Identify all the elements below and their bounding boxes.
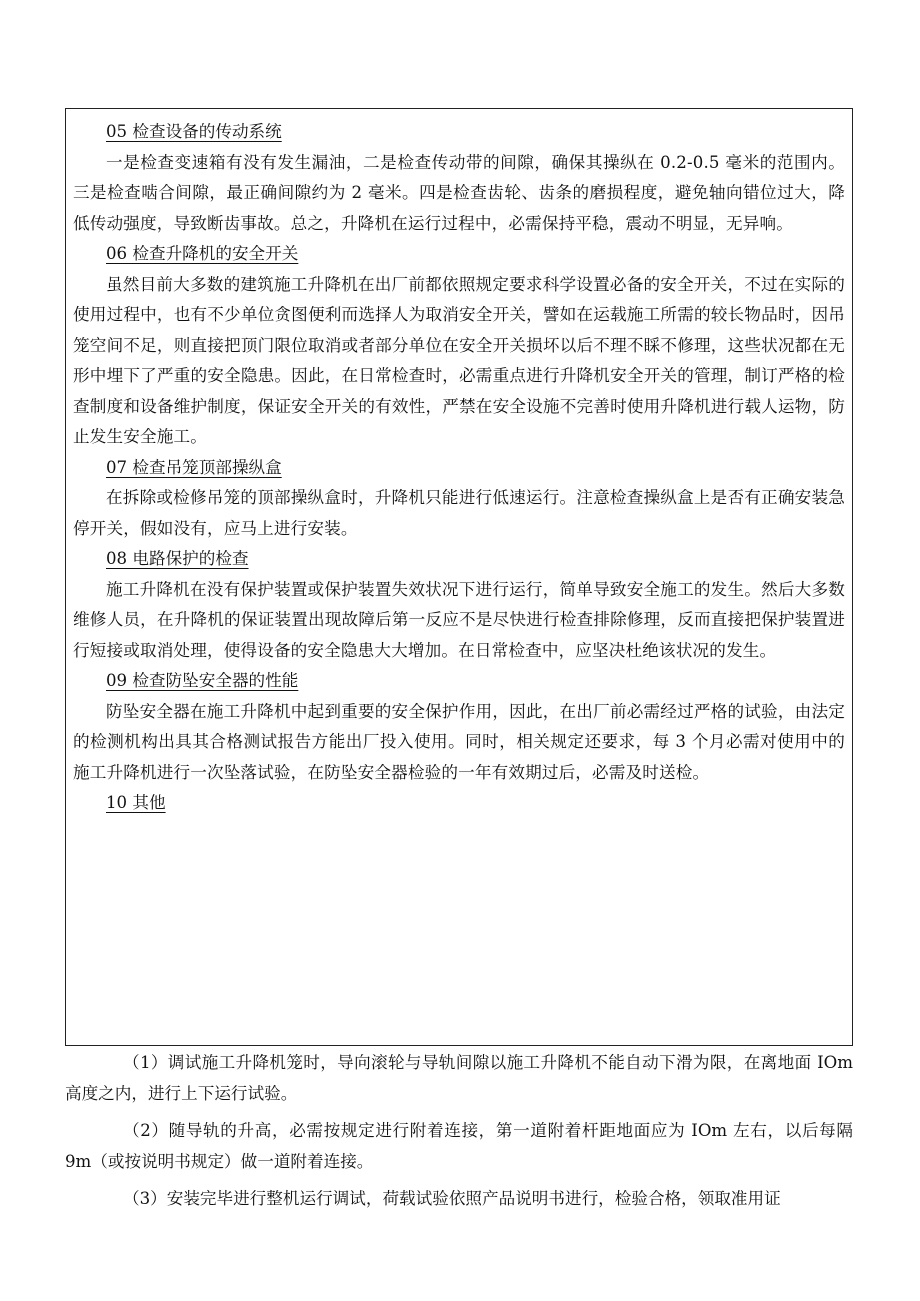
section-heading: 09 检查防坠安全器的性能	[106, 671, 299, 690]
numbered-list	[65, 1048, 853, 1215]
section-paragraph: 在拆除或检修吊笼的顶部操纵盒时，升降机只能进行低速运行。注意检查操纵盒上是否有正确安装急停开关，假如没有，应马上进行安装。	[73, 488, 845, 538]
section-heading: 06 检查升降机的安全开关	[106, 244, 299, 263]
section-05	[73, 117, 845, 239]
list-item: （3）安装完毕进行整机运行调试，荷载试验依照产品说明书进行，检验合格，领取准用证	[123, 1189, 781, 1208]
list-item: （1）调试施工升降机笼时，导向滚轮与导轨间隙以施工升降机不能自动下滑为限，在离地面 IOm 高度之内，进行上下运行试验。	[65, 1053, 853, 1103]
section-heading: 10 其他	[106, 793, 166, 812]
list-item: （2）随导轨的升高，必需按规定进行附着连接，第一道附着杆距地面应为 IOm 左右，以后每隔 9m（或按说明书规定）做一道附着连接。	[65, 1121, 853, 1171]
section-07	[73, 453, 845, 545]
section-heading: 05 检查设备的传动系统	[106, 122, 282, 141]
section-10	[73, 788, 845, 819]
section-06	[73, 239, 845, 453]
section-heading: 08 电路保护的检查	[106, 549, 249, 568]
section-09	[73, 666, 845, 788]
section-08	[73, 544, 845, 666]
table-cell-content	[65, 117, 853, 819]
section-paragraph: 虽然目前大多数的建筑施工升降机在出厂前都依照规定要求科学设置必备的安全开关，不过在实际的使用过程中，也有不少单位贪图便利而选择人为取消安全开关，譬如在运载施工所需的较长物品时，因吊笼空间不足，则直接把顶门限位取消或者部分单位在安全开关损坏以后不理不睬不修理，这些状况都在无形中埋下了严重的安全隐患。因此，在日常检查时，必需重点进行升降机安全开关的管理，制订严格的检查制度和设备维护制度，保证安全开关的有效性，严禁在安全设施不完善时使用升降机进行载人运物，防止发生安全施工。	[73, 274, 845, 446]
section-paragraph: 防坠安全器在施工升降机中起到重要的安全保护作用，因此，在出厂前必需经过严格的试验，由法定的检测机构出具其合格测试报告方能出厂投入使用。同时，相关规定还要求，每 3 个月必需对使用中的施工升降机进行一次坠落试验，在防坠安全器检验的一年有效期过后，必需及时送检。	[73, 701, 845, 782]
section-heading: 07 检查吊笼顶部操纵盒	[106, 457, 282, 477]
section-paragraph: 一是检查变速箱有没有发生漏油，二是检查传动带的间隙，确保其操纵在 0.2-0.5 毫米的范围内。三是检查啮合间隙，最正确间隙约为 2 毫米。四是检查齿轮、齿条的磨损程度，避免轴向错位过大，降低传动强度，导致断齿事故。总之，升降机在运行过程中，必需保持平稳，震动不明显，无异响。	[73, 152, 845, 233]
section-paragraph: 施工升降机在没有保护装置或保护装置失效状况下进行运行，简单导致安全施工的发生。然后大多数维修人员，在升降机的保证装置出现故障后第一反应不是尽快进行检查排除修理，反而直接把保护装置进行短接或取消处理，使得设备的安全隐患大大增加。在日常检查中，应坚决杜绝该状况的发生。	[73, 579, 845, 660]
